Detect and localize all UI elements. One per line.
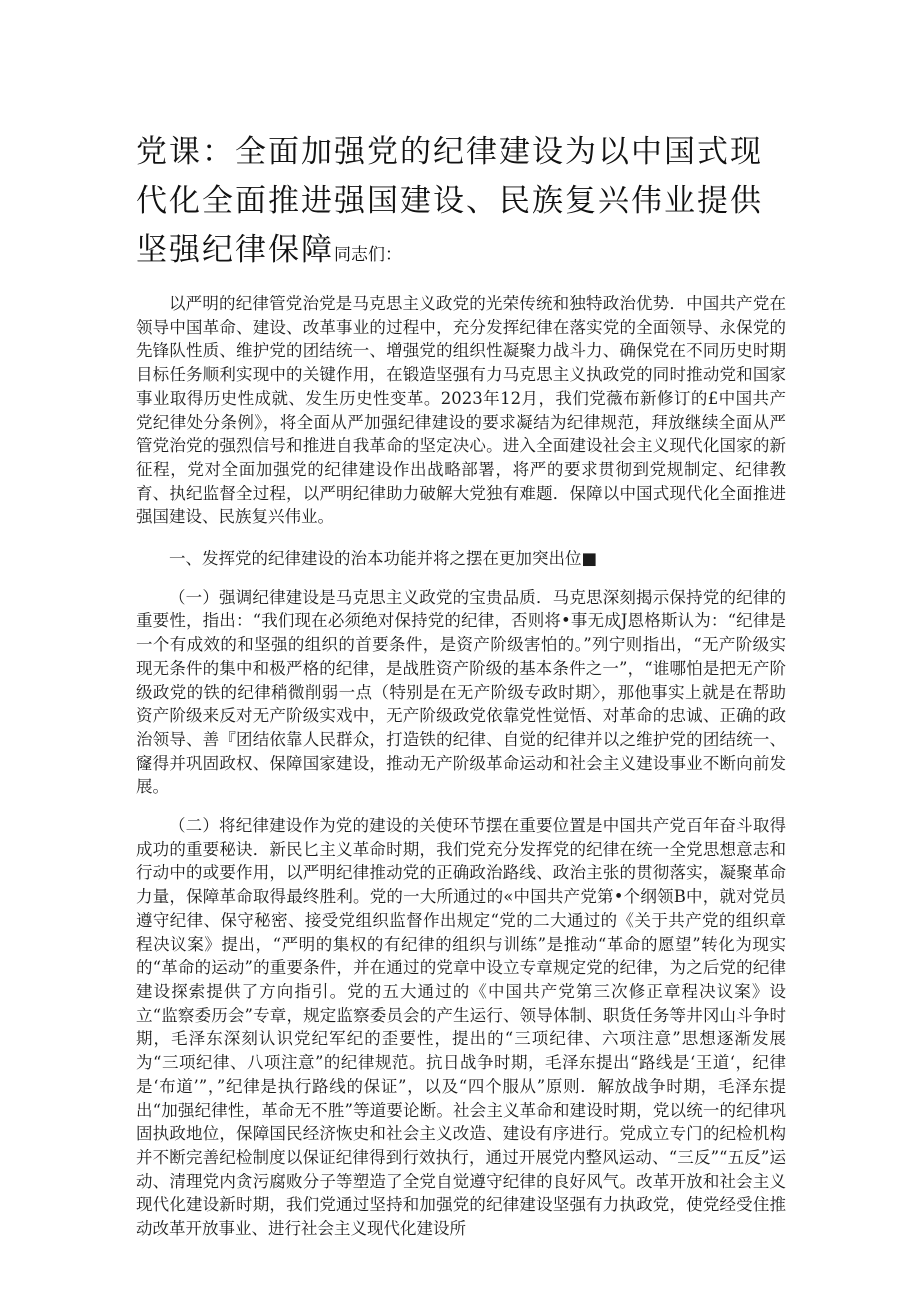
- title-text: 党课：全面加强党的纪律建设为以中国式现代化全面推进强国建设、民族复兴伟业提供坚强纪律保障: [136, 134, 763, 268]
- subsection-one-paragraph: （一）强调纪律建设是马克思主义政党的宝贵品质．马克思深刻揭示保持党的纪律的重要性，指出：“我们现在必须绝对保持党的纪律，否则将•事无成J恩格斯认为：“纪律是一个有成效的和坚强的组织的首要条件，是资产阶级害怕的。”列宁则指出，“无产阶级实现无条件的集中和极严格的纪律，是战胜资产阶级的基本条件之一”，“谁哪怕是把无产阶级政党的铁的纪律稍微削弱一点（特别是在无产阶级专政时期〉，那他事实上就是在帮助资产阶级来反对无产阶级实戏中，无产阶级政党依靠党性觉悟、对革命的忠诚、正确的政治领导、善『团结依靠人民群众，打造铁的纪律、自觉的纪律并以之维护党的团结统一、窿得并巩固政权、保障国家建设，推动无产阶级革命运动和社会主义建设事业不断向前发展。: [136, 587, 786, 797]
- subsection-two-paragraph: （二）将纪律建设作为党的建设的关使环节摆在重要位置是中国共产党百年奋斗取得成功的重要秘诀．新民匕主义革命时期，我们党充分发挥党的纪律在统一全党思想意志和行动中的或要作用，以严明纪律推动党的正确政治路线、政治主张的贯彻落实，凝聚革命力量，保障革命取得最终胜利。党的一大所通过的«中国共产党第•个纲领B中，就对党员遵守纪律、保守秘密、接受党组织监督作出规定“党的二大通过的《关于共产党的组织章程决议案》提出，“严明的集权的有纪律的组织与训练”是推动“革命的愿望”转化为现实的“革命的运动”的重要条件，并在通过的党章中设立专章规定党的纪律，为之后党的纪律建设探索提供了方向指引。党的五大通过的《中国共产党第三次修正章程决议案》设立“监察委历会”专章，规定监察委员会的产生运行、领导体制、职货任务等井冈山斗争时期，毛泽东深刻认识党纪军纪的歪要性，提出的“三项纪律、六项注意”思想逐渐发展为“三项纪律、八项注意”的纪律规范。抗日战争时期，毛泽东提出“路线是‘王道‘，纪律是‘布道’”，”纪律是执行路线的保证”，以及“四个服从”原则．解放战争时期，毛泽东提出“加强纪律性，革命无不胜”等道要论断。社会主义革命和建设时期，党以统一的纪律巩固执政地位，保障国民经济恢史和社会主义改造、建设有序进行。党成立专门的纪检机构并不断完善纪检制度以保证纪律得到行效执行，通过开展党内整风运动、“三反”“五反”运动、清理党内贪污腐败分子等塑造了全党自觉遵守纪律的良好风气。改革开放和社会主义现代化建设新时期，我们党通过坚持和加强党的纪律建设坚强有力执政党，使党经受住推动改革开放事业、进行社会主义现代化建设所: [136, 816, 786, 1239]
- document-title: [136, 128, 786, 280]
- document-page: [136, 128, 786, 1241]
- greeting-text: 同志们：: [334, 245, 402, 265]
- section-heading: 一、发挥党的纪律建设的治本功能并将之摆在更加突出位■: [169, 549, 598, 569]
- intro-paragraph: 以严明的纪律管党治党是马克思主义政党的光荣传统和独特政治优势．中国共产党在领导中国革命、建设、改革事业的过程中，充分发挥纪律在落实党的全面领导、永保党的先锋队性质、维护党的团结统一、增强党的组织性凝聚力战斗力、确保党在不同历史时期目标任务顺利实现中的关键作用，在锻造坚强有力马克思主义执政党的同时推动党和国家事业取得历史性成就、发生历史性变革。2023年12月，我们党薇布新修订的£中国共产党纪律处分条例》，将全面从严加强纪律建设的要求凝结为纪律规范，拜放继续全面从严管党治党的强烈信号和推进自我革命的坚定决心。进入全面建设社会主义现代化国家的新征程，党对全面加强党的纪律建设作出战略部署，将严的要求贯彻到党规制定、纪律教育、执纪监督全过程，以严明纪律助力破解大党独有难题．保障以中国式现代化全面推进强国建设、民族复兴伟业。: [136, 294, 786, 527]
